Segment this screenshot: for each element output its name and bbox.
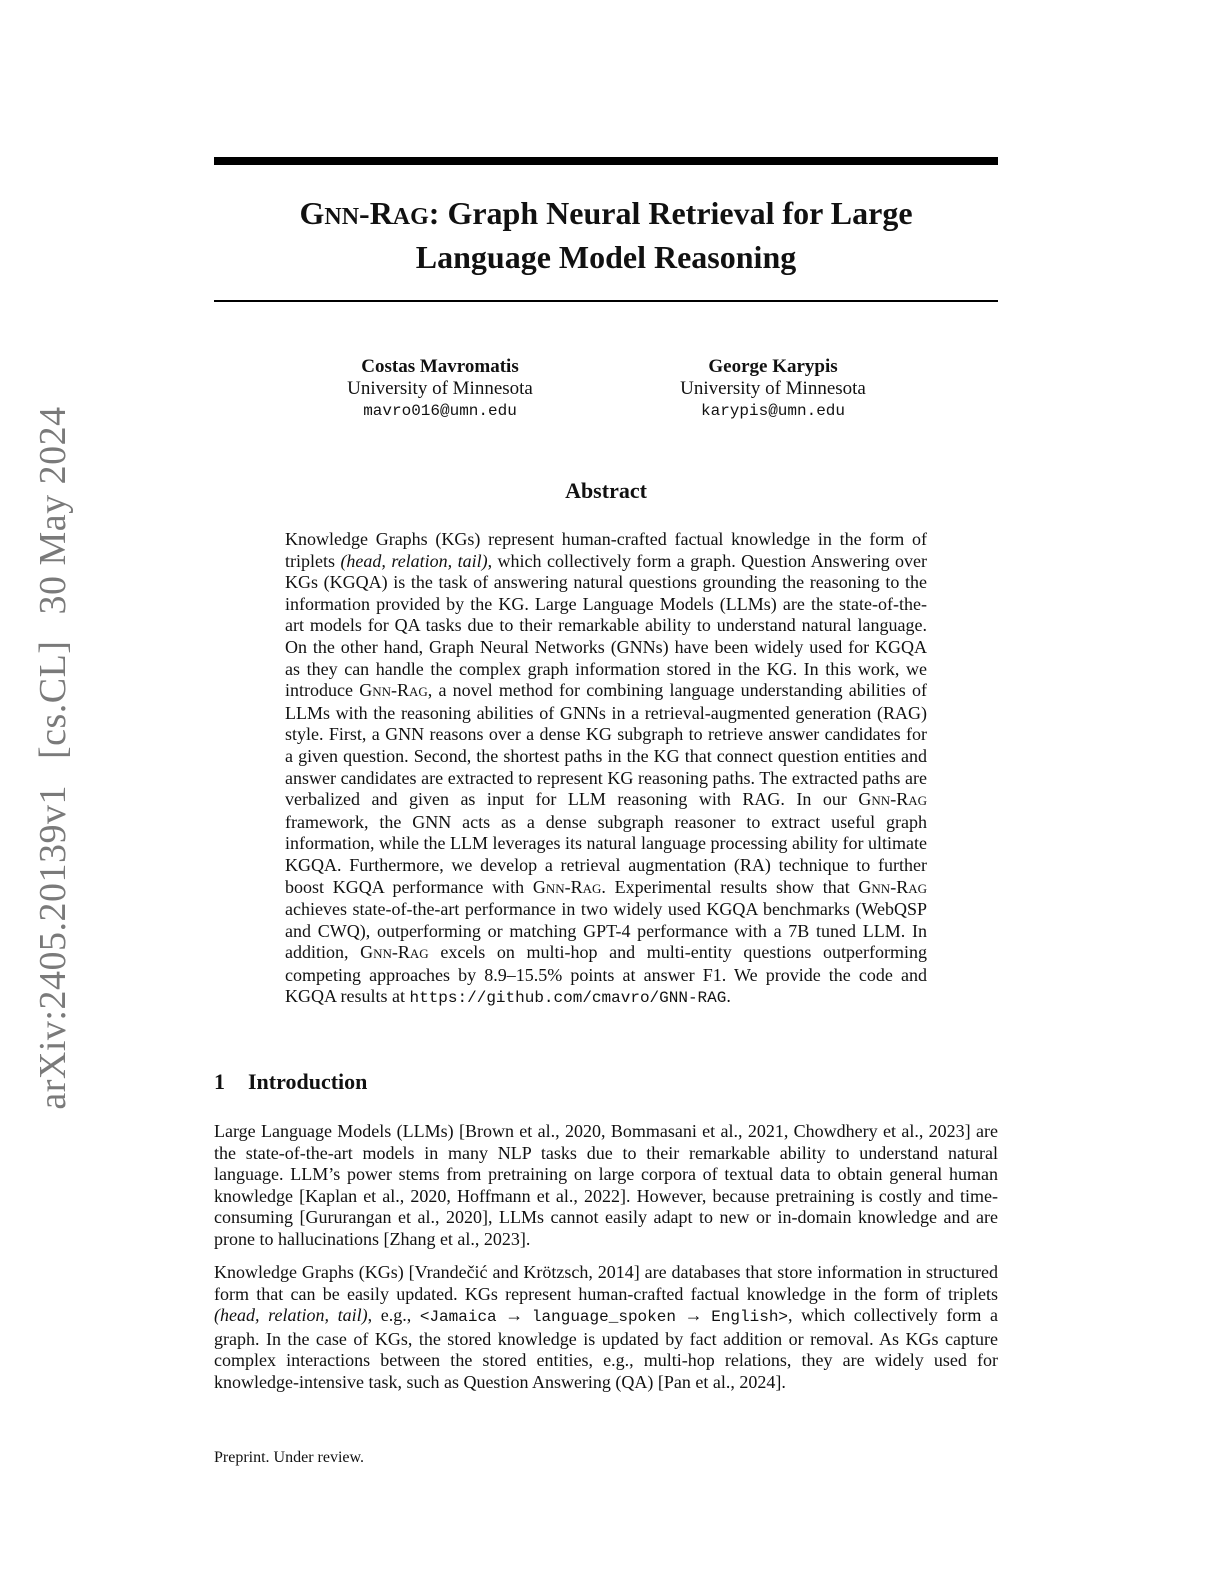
gnn-rag-dash: - [390, 680, 397, 701]
triplet-relation: language_spoken [531, 1308, 676, 1327]
section-number: 1 [214, 1069, 225, 1094]
abstract-part: framework, the GNN acts as a dense subgraph reasoner to extract useful graph information, while the LLM leverages its natural language processing ability for ultimate KGQA. Furthermore, we develop a retrieval augmentation (RA) technique to further boost KGQA performance with [285, 811, 927, 897]
title-rule-bottom [214, 300, 998, 302]
gnn-rag-r: R [396, 680, 409, 701]
abstract-part: , a novel method for combining language understanding abilities of LLMs with the reasoning abilities of GNNs in a retrieval-augmented generation (RAG) style. First, a GNN reasons over a dense KG subgraph to retrieve answer candidates for a given question. Second, the shortest paths in the KG that connect question entities and answer candidates are extracted to represent KG reasoning paths. The extracted paths are verbalized and given as input for LLM reasoning with RAG. In our [285, 680, 927, 810]
paragraph-part: , e.g., [367, 1305, 420, 1326]
section-title: Introduction [248, 1069, 368, 1094]
gnn-rag-g: G [360, 942, 374, 963]
title-rule-top [214, 157, 998, 165]
section-heading [214, 1069, 367, 1095]
gnn-rag-nn: NN [545, 880, 565, 896]
arrow-icon: → [675, 1305, 712, 1326]
abstract-italic: (head, relation, tail) [340, 550, 488, 571]
author-email[interactable]: karypis@umn.edu [700, 402, 846, 420]
author-name: Costas Mavromatis [361, 356, 519, 377]
arxiv-stamp [31, 398, 75, 1117]
title-g: G [299, 195, 325, 231]
abstract-part: achieves state-of-the-art performance in two widely used KGQA benchmarks (WebQSP and CWQ), outperforming or matching GPT-4 performance with a 7B tuned LLM. In addition, [285, 899, 927, 963]
code-url-link[interactable]: https://github.com/cmavro/GNN-RAG [409, 989, 727, 1008]
gnn-rag-g: G [858, 876, 872, 897]
arxiv-category: [cs.CL] [32, 640, 74, 760]
gnn-rag-r: R [896, 789, 909, 810]
abstract-heading: Abstract [565, 478, 647, 503]
title-ag: AG [392, 204, 429, 230]
triplet-head: <Jamaica [419, 1308, 497, 1327]
title-nn: NN [324, 204, 360, 230]
paragraph-italic: (head, relation, tail) [214, 1305, 368, 1326]
title-line1-rest: : Graph Neural Retrieval for Large [428, 195, 913, 231]
intro-paragraph-1: Large Language Models (LLMs) [Brown et al., 2020, Bommasani et al., 2021, Chowdhery et al., 2023] are the state-of-the-art models in many NLP tasks due to their remarkable ability to understand natural language. LLM’s power stems from pretraining on large corpora of textual data to obtain general human knowledge [Kaplan et al., 2020, Hoffmann et al., 2022]. However, because pretraining is costly and time-consuming [Gururangan et al., 2020], LLMs cannot easily adapt to new or in-domain knowledge and are prone to hallucinations [Zhang et al., 2023]. [214, 1121, 998, 1249]
abstract-part: Knowledge Graphs (KGs) represent human-crafted factual knowledge in the form of triplets [285, 529, 927, 571]
title-line2: Language Model Reasoning [415, 239, 797, 275]
author-block [290, 356, 590, 422]
gnn-rag-r: R [570, 876, 583, 897]
gnn-rag-nn: NN [871, 880, 891, 896]
paragraph-part: Knowledge Graphs (KGs) [Vrandečić and Krötzsch, 2014] are databases that store information in structured form that can be easily updated. KGs represent human-crafted factual knowledge in the form of triplets [214, 1262, 998, 1304]
gnn-rag-ag: AG [582, 880, 602, 896]
gnn-rag-g: G [359, 680, 373, 701]
abstract-part: , which collectively form a graph. Question Answering over KGs (KGQA) is the task of answering natural questions grounding the reasoning to the information provided by the KG. Large Language Models (LLMs) are the state-of-the-art models for QA tasks due to their remarkable ability to understand natural language. On the other hand, Graph Neural Networks (GNNs) have been widely used for KGQA as they can handle the complex graph information stored in the KG. In this work, we introduce [285, 550, 927, 701]
gnn-rag-g: G [532, 876, 546, 897]
author-email[interactable]: mavro016@umn.edu [363, 402, 517, 420]
author-affiliation: University of Minnesota [680, 378, 866, 399]
footer-note: Preprint. Under review. [214, 1449, 365, 1466]
abstract-text [285, 529, 927, 1010]
abstract-part: excels on multi-hop and multi-entity questions outperforming competing approaches by 8.9–15.5% points at answer F1. We provide the code and KGQA results at [285, 942, 927, 1007]
gnn-rag-ag: AG [908, 793, 927, 809]
author-name: George Karypis [708, 356, 838, 377]
author-block [623, 356, 923, 422]
arxiv-date: 30 May 2024 [32, 406, 74, 615]
intro-paragraph-2 [214, 1262, 998, 1394]
paper-title [214, 193, 998, 277]
triplet-tail: English> [711, 1308, 789, 1327]
gnn-rag-dash: - [890, 876, 897, 897]
author-affiliation: University of Minnesota [347, 378, 533, 399]
arrow-icon: → [496, 1305, 532, 1326]
gnn-rag-r: R [896, 876, 909, 897]
title-dash: - [359, 195, 370, 231]
abstract-part: . Experimental results show that [601, 876, 859, 897]
gnn-rag-r: R [397, 942, 410, 963]
paragraph-part: , which collectively form a graph. In the case of KGs, the stored knowledge is updated by fact addition or removal. As KGs capture complex interactions between the stored entities, e.g., multi-hop relations, they are widely used for knowledge-intensive task, such as Question Answering (QA) [Pan et al., 2024]. [214, 1305, 998, 1392]
abstract-part: . [726, 986, 731, 1007]
gnn-rag-nn: NN [373, 946, 392, 962]
gnn-rag-dash: - [391, 942, 398, 963]
title-r: R [369, 195, 393, 231]
arxiv-id: arXiv:2405.20139v1 [32, 785, 74, 1110]
gnn-rag-nn: NN [372, 684, 391, 700]
gnn-rag-g: G [858, 789, 872, 810]
gnn-rag-dash: - [564, 876, 571, 897]
gnn-rag-ag: AG [409, 946, 429, 962]
gnn-rag-nn: NN [871, 793, 891, 809]
gnn-rag-dash: - [890, 789, 897, 810]
gnn-rag-ag: AG [908, 880, 927, 896]
gnn-rag-ag: AG [408, 684, 428, 700]
